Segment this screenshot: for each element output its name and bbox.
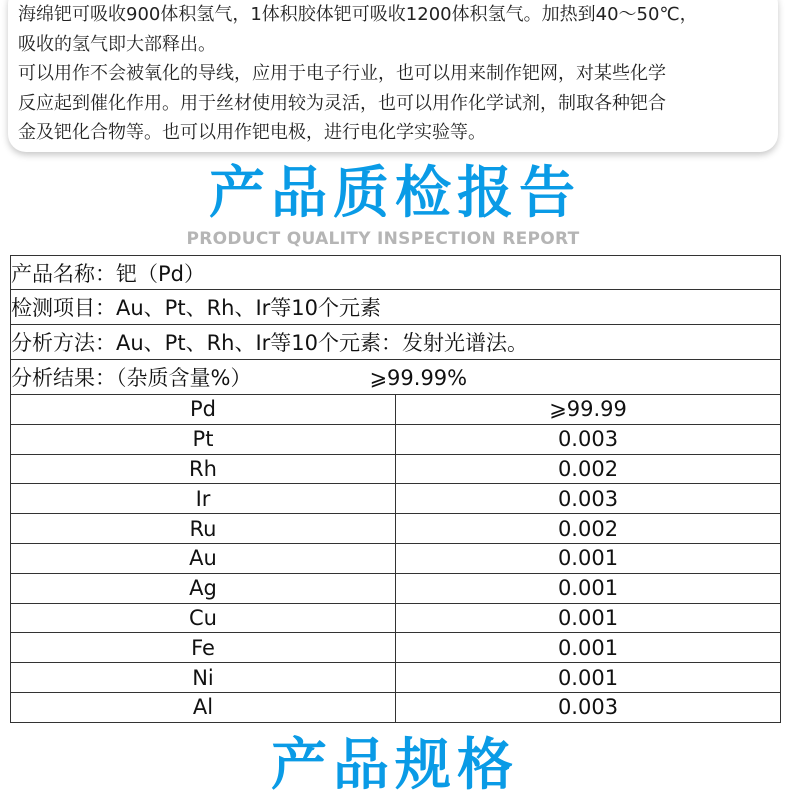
element-cell: Pd <box>11 395 396 425</box>
intro-line: 海绵钯可吸收900体积氢气，1体积胶体钯可吸收1200体积氢气。加热到40～50℃， <box>18 4 698 25</box>
element-cell: Pt <box>11 424 396 454</box>
element-cell: Ag <box>11 573 396 603</box>
table-row <box>11 514 781 544</box>
value-cell: 0.001 <box>396 663 781 693</box>
intro-line: 吸收的氢气即大部释出。 <box>18 33 216 55</box>
result-label: 分析结果：（杂质含量%） <box>11 366 252 390</box>
intro-text <box>18 0 778 148</box>
value-cell: 0.001 <box>396 633 781 663</box>
table-row <box>11 573 781 603</box>
table-row <box>11 484 781 514</box>
result-row <box>11 360 781 395</box>
element-cell: Al <box>11 692 396 722</box>
result-cell <box>11 360 781 395</box>
element-cell: Au <box>11 543 396 573</box>
value-cell: ⩾99.99 <box>396 395 781 425</box>
table-row <box>11 395 781 425</box>
method-cell: 分析方法：Au、Pt、Rh、Ir等10个元素：发射光谱法。 <box>11 325 781 360</box>
value-cell: 0.003 <box>396 424 781 454</box>
value-cell: 0.003 <box>396 484 781 514</box>
element-cell: Cu <box>11 603 396 633</box>
table-row <box>11 633 781 663</box>
value-cell: 0.002 <box>396 514 781 544</box>
value-cell: 0.001 <box>396 603 781 633</box>
product-name-row <box>11 256 781 290</box>
element-rows <box>11 395 781 723</box>
element-cell: Ni <box>11 663 396 693</box>
intro-line: 可以用作不会被氧化的导线，应用于电子行业，也可以用来制作钯网，对某些化学 <box>18 63 666 84</box>
table-row <box>11 663 781 693</box>
table-row <box>11 454 781 484</box>
test-items-cell: 检测项目：Au、Pt、Rh、Ir等10个元素 <box>11 290 781 325</box>
report-title: 产品质检报告 <box>209 161 581 226</box>
table-row <box>11 692 781 722</box>
test-items-row <box>11 290 781 325</box>
method-row <box>11 325 781 360</box>
table-row <box>11 543 781 573</box>
table-row <box>11 424 781 454</box>
element-cell: Fe <box>11 633 396 663</box>
table-row <box>11 603 781 633</box>
intro-line: 金及钯化合物等。也可以用作钯电极，进行电化学实验等。 <box>18 122 486 143</box>
result-value: ⩾99.99% <box>369 366 468 390</box>
element-cell: Rh <box>11 454 396 484</box>
intro-line: 反应起到催化作用。用于丝材使用较为灵活，也可以用作化学试剂，制取各种钯合 <box>18 92 666 114</box>
element-cell: Ir <box>11 484 396 514</box>
section-title-specs: 产品规格 <box>271 733 519 798</box>
value-cell: 0.003 <box>396 692 781 722</box>
inspection-report-table <box>10 255 781 723</box>
value-cell: 0.001 <box>396 573 781 603</box>
value-cell: 0.002 <box>396 454 781 484</box>
report-subtitle: PRODUCT QUALITY INSPECTION REPORT <box>186 229 580 249</box>
product-name-cell: 产品名称：钯（Pd） <box>11 256 781 290</box>
value-cell: 0.001 <box>396 543 781 573</box>
element-cell: Ru <box>11 514 396 544</box>
